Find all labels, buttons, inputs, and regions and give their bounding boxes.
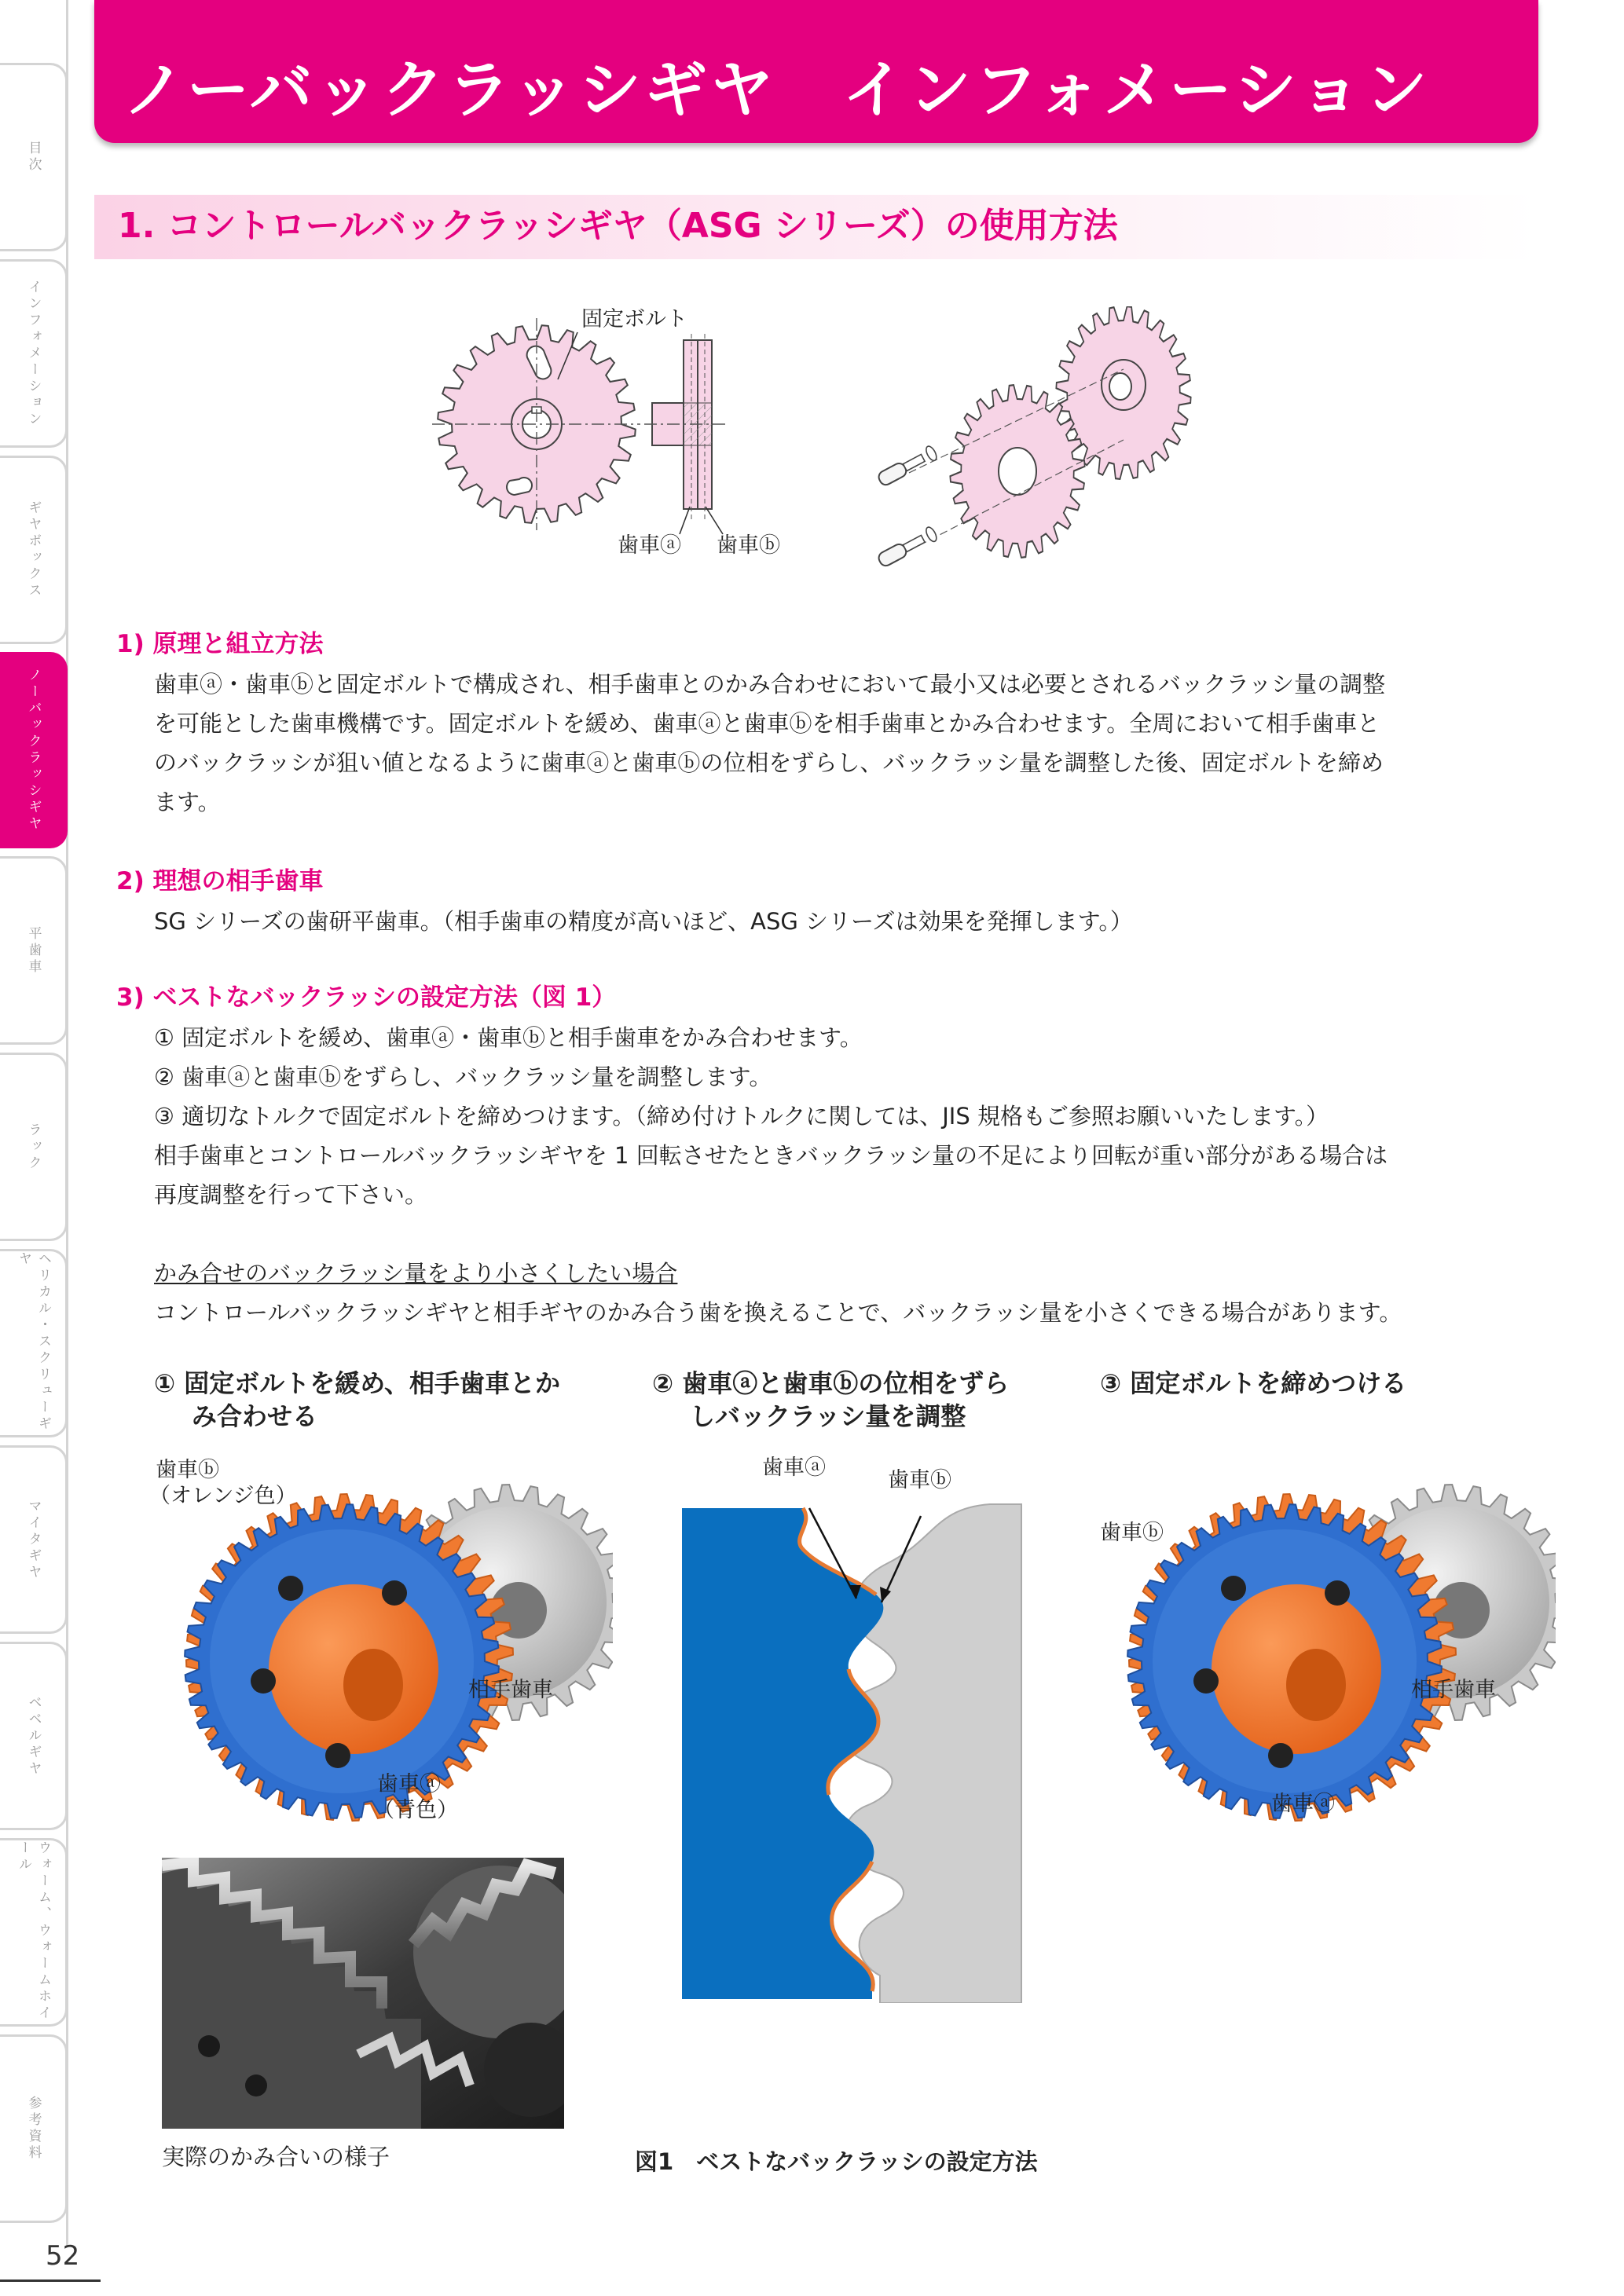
heading-principle: 1) 原理と組立方法: [116, 630, 324, 658]
sidebar-tab-rack[interactable]: ラック: [0, 1053, 68, 1241]
page-number-rule: [0, 2280, 101, 2282]
sidebar-tab-reference[interactable]: 参考資料: [0, 2034, 68, 2223]
step-3-gear-illustration: [1116, 1445, 1556, 1822]
sidebar-tab-spur[interactable]: 平歯車: [0, 856, 68, 1045]
sidebar-tab-miter[interactable]: マイタギヤ: [0, 1445, 68, 1634]
photo-caption: 実際のかみ合いの様子: [162, 2144, 390, 2170]
page-number: 52: [46, 2240, 80, 2272]
step-1-title: ① 固定ボルトを緩め、相手歯車とか み合わせる: [154, 1368, 560, 1431]
label-step1-gear-b: 歯車ⓑ: [156, 1458, 219, 1482]
step-3-title: ③ 固定ボルトを締めつける: [1100, 1368, 1407, 1398]
sidebar-tab-helical[interactable]: ヘリカル・スクリューギヤ: [0, 1249, 68, 1437]
setting-paragraph: ① 固定ボルトを緩め、歯車ⓐ・歯車ⓑと相手歯車をかみ合わせます。 ② 歯車ⓐと歯車ⓑをずらし、バックラッシ量を調整します。 ③ 適切なトルクで固定ボルトを締めつけます。（締め付けトルクに関しては、JIS 規格もご参照お願いいたします。） 相手歯車とコントロールバックラッシギヤを 1 回転させたときバックラッシ量の不足により回転が重い部分がある場合は 再度調整を行って下さい。: [154, 1024, 1388, 1208]
sidebar-tab-contents[interactable]: 目次: [0, 63, 68, 251]
label-fixing-bolt: 固定ボルト: [581, 307, 687, 331]
sidebar-tab-worm[interactable]: ウォーム、ウォームホイール: [0, 1838, 68, 2027]
step-2-tooth-mesh-illustration: [676, 1492, 1037, 2003]
sidebar-tab-bevel[interactable]: ベベルギヤ: [0, 1642, 68, 1830]
label-step1-orange-note: （オレンジ色）: [149, 1484, 297, 1508]
label-step1-blue-note: （青色）: [373, 1798, 458, 1822]
label-step3-mating-gear: 相手歯車: [1411, 1678, 1496, 1702]
step-2-title: ② 歯車ⓐと歯車ⓑの位相をずら しバックラッシ量を調整: [652, 1368, 1010, 1431]
gear-front-side-drawing: [424, 302, 849, 569]
label-step1-mating-gear: 相手歯車: [468, 1678, 553, 1702]
label-step2-gear-a: 歯車ⓐ: [762, 1456, 826, 1480]
label-step2-gear-b: 歯車ⓑ: [888, 1468, 951, 1492]
sidebar-tab-information[interactable]: インフォメーション: [0, 259, 68, 448]
tip-title: かみ合せのバックラッシ量をより小さくしたい場合: [154, 1260, 678, 1287]
label-step3-gear-b: 歯車ⓑ: [1100, 1521, 1164, 1545]
label-top-gear-b: 歯車ⓑ: [717, 533, 780, 558]
page-header: [94, 0, 1538, 143]
gear-exploded-drawing: [864, 306, 1226, 597]
label-top-gear-a: 歯車ⓐ: [618, 533, 681, 558]
ideal-gear-text: SG シリーズの歯研平歯車。（相手歯車の精度が高いほど、ASG シリーズは効果を発揮します。）: [154, 908, 1133, 935]
label-step3-gear-a: 歯車ⓐ: [1271, 1792, 1335, 1816]
tip-text: コントロールバックラッシギヤと相手ギヤのかみ合う歯を換えることで、バックラッシ量を小さくできる場合があります。: [154, 1299, 1402, 1326]
principle-paragraph: 歯車ⓐ・歯車ⓑと固定ボルトで構成され、相手歯車とのかみ合わせにおいて最小又は必要とされるバックラッシ量の調整 を可能とした歯車機構です。固定ボルトを緩め、歯車ⓐと歯車ⓑを相手歯車とかみ合わせます。全周において相手歯車と のバックラッシが狙い値となるように歯車ⓐと歯車ⓑの位相をずらし、バックラッシ量を調整した後、固定ボルトを締め ます。: [154, 671, 1386, 815]
sidebar-tab-nobacklash[interactable]: ノーバックラッシギヤ: [0, 652, 68, 848]
figure-1-caption: 図1 ベストなバックラッシの設定方法: [635, 2148, 1038, 2175]
section-band: [94, 195, 1538, 259]
sidebar-tab-gearbox[interactable]: ギヤボックス: [0, 456, 68, 644]
gear-mesh-photo: [162, 1858, 564, 2129]
page-title: ノーバックラッシギヤ インフォメーション: [123, 53, 1431, 126]
section-title: 1. コントロールバックラッシギヤ（ASG シリーズ）の使用方法: [118, 206, 1118, 246]
heading-setting-method: 3) ベストなバックラッシの設定方法（図 1）: [116, 983, 617, 1012]
label-step1-gear-a: 歯車ⓐ: [377, 1772, 441, 1796]
heading-ideal-gear: 2) 理想の相手歯車: [116, 867, 324, 895]
